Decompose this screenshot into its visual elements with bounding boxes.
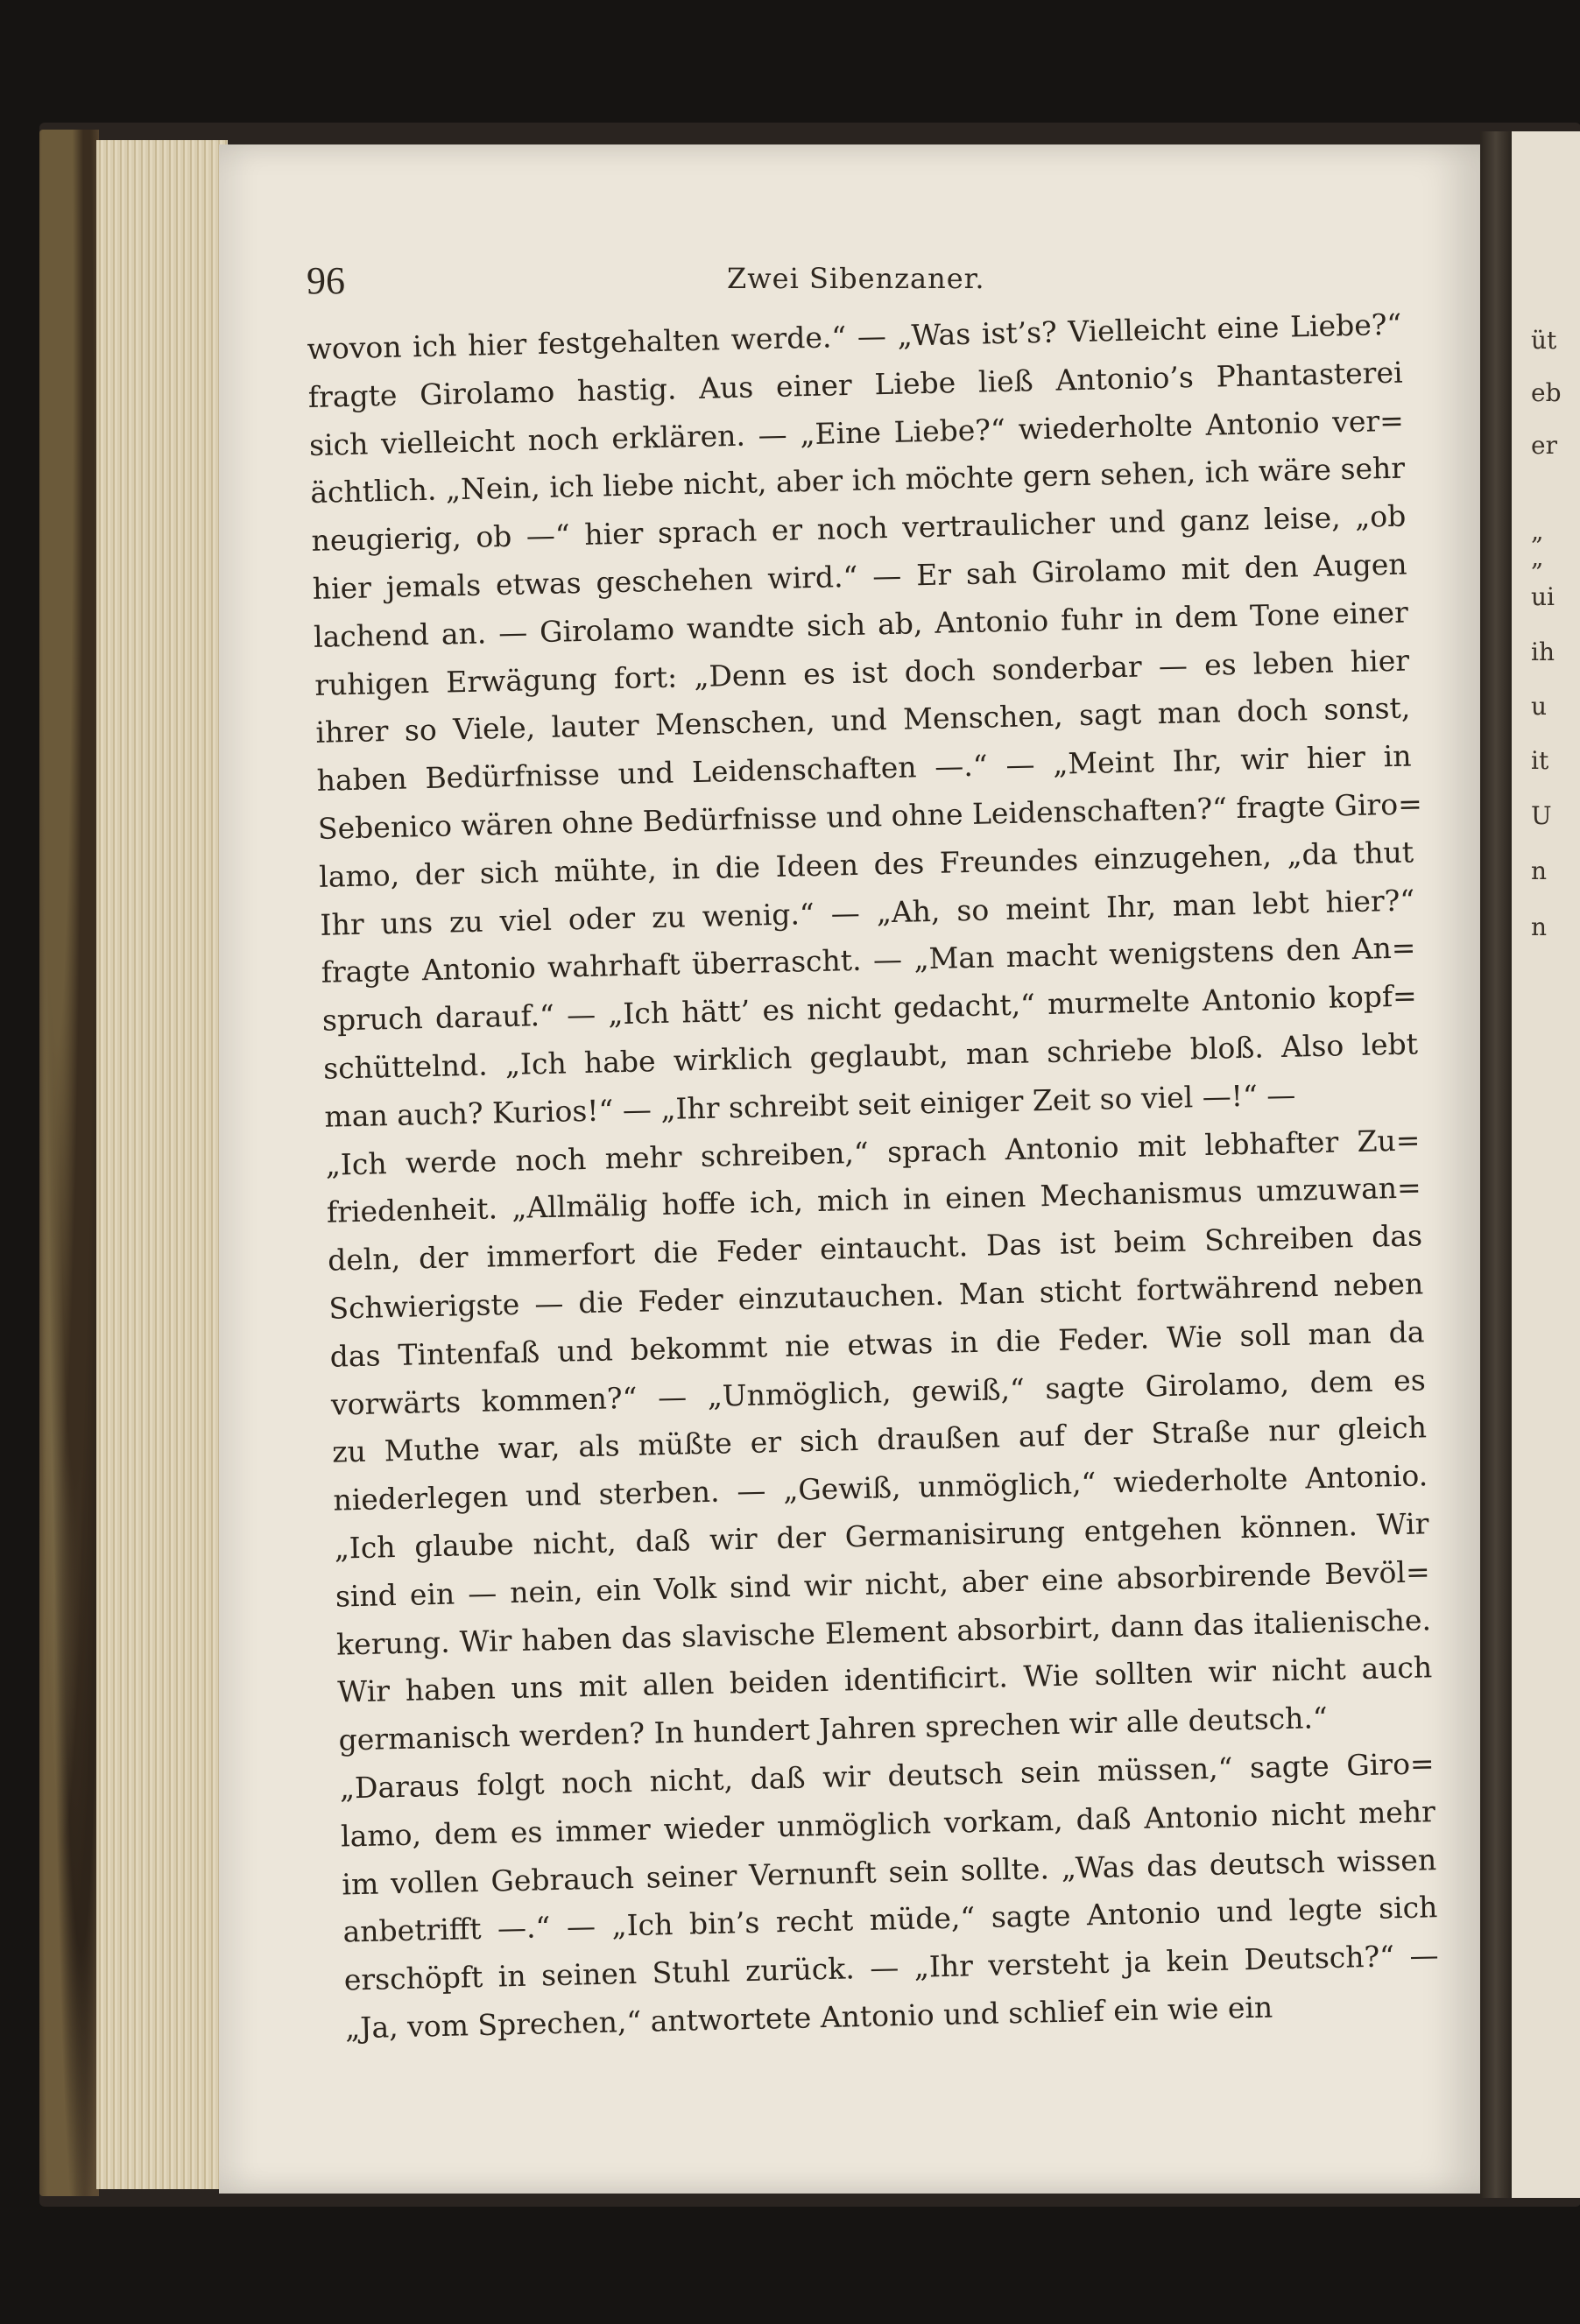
text-line: ihrer so Viele, lauter Menschen, und Menschen, sagt man doch sonst, [315, 690, 1411, 750]
facing-page-fragment: ih [1531, 637, 1555, 666]
running-title: Zwei Sibenzaner. [727, 262, 985, 295]
text-line: man auch? Kurios!“ — „Ihr schreibt seit einiger Zeit so viel —!“ — [324, 1077, 1296, 1134]
marbled-board-edge [39, 130, 99, 2196]
text-line: im vollen Gebrauch seiner Vernunft sein sollte. „Was das deutsch wissen [341, 1842, 1437, 1902]
facing-page-fragment: „ [1531, 517, 1544, 546]
text-line: Schwierigste — die Feder einzutauchen. Man sticht fortwährend neben [328, 1266, 1424, 1326]
text-line: friedenheit. „Allmälig hoffe ich, mich in einen Mechanismus umzuwan= [326, 1170, 1422, 1230]
page-number: 96 [307, 259, 345, 302]
text-line: Wir haben uns mit allen beiden identificirt. Wie sollten wir nicht auch [336, 1650, 1433, 1709]
text-line: fragte Girolamo hastig. Aus einer Liebe ließ Antonio’s Phantasterei [307, 355, 1403, 414]
text-line: fragte Antonio wahrhaft überrascht. — „Man macht wenigstens den An= [321, 930, 1416, 990]
text-line: „Daraus folgt noch nicht, daß wir deutsch sein müssen,“ sagte Giro= [339, 1746, 1435, 1806]
facing-page-fragment: n [1531, 912, 1548, 941]
facing-page-fragment: U [1531, 801, 1552, 830]
text-line: hier jemals etwas geschehen wird.“ — Er sah Girolamo mit den Augen [312, 546, 1407, 606]
text-line: kerung. Wir haben das slavische Element absorbirt, dann das italienische. [335, 1602, 1432, 1662]
text-line: ruhigen Erwägung fort: „Denn es ist doch sonderbar — es leben hier [314, 643, 1410, 702]
text-line: schüttelnd. „Ich habe wirklich geglaubt, man schriebe bloß. Also lebt [322, 1026, 1419, 1086]
text-line: lachend an. — Girolamo wandte sich ab, Antonio fuhr in dem Tone einer [313, 595, 1409, 654]
text-line: spruch darauf.“ — „Ich hätt’ es nicht gedacht,“ murmelte Antonio kopf= [321, 978, 1418, 1038]
facing-page-fragment: „ [1531, 543, 1544, 572]
text-line: niederlegen und sterben. — „Gewiß, unmöglich,“ wiederholte Antonio. [332, 1458, 1428, 1518]
text-line: germanisch werden? In hundert Jahren sprechen wir alle deutsch.“ [338, 1701, 1329, 1757]
text-line: deln, der immerfort die Feder eintaucht. Das ist beim Schreiben das [327, 1218, 1423, 1278]
text-line: anbetrifft —.“ — „Ich bin’s recht müde,“ sagte Antonio und legte sich [342, 1890, 1438, 1949]
text-line: „Ja, vom Sprechen,“ antwortete Antonio und schlief ein wie ein [344, 1989, 1273, 2046]
text-line: „Ich werde noch mehr schreiben,“ sprach Antonio mit lebhafter Zu= [325, 1122, 1421, 1182]
text-line: lamo, dem es immer wieder unmöglich vorkam, daß Antonio nicht mehr [340, 1793, 1436, 1854]
text-line: zu Muthe war, als müßte er sich draußen auf der Straße nur gleich [331, 1410, 1428, 1469]
page-header [307, 258, 1401, 311]
facing-page-fragment: ui [1531, 582, 1555, 611]
text-line: haben Bedürfnisse und Leidenschaften —.“ — „Meint Ihr, wir hier in [316, 738, 1412, 799]
facing-page-fragment: it [1531, 746, 1549, 775]
text-line: ächtlich. „Nein, ich liebe nicht, aber ich möchte gern sehen, ich wäre sehr [309, 450, 1406, 511]
facing-page-fragment: u [1531, 692, 1548, 721]
text-line: neugierig, ob —“ hier sprach er noch vertraulicher und ganz leise, „ob [311, 498, 1407, 559]
facing-page-fragment: üt [1531, 326, 1557, 355]
text-line: Ihr uns zu viel oder zu wenig.“ — „Ah, so meint Ihr, man lebt hier?“ [320, 883, 1415, 942]
text-line: sind ein — nein, ein Volk sind wir nicht, aber eine absorbirende Bevöl= [335, 1553, 1431, 1614]
text-line: erschöpft in seinen Stuhl zurück. — „Ihr versteht ja kein Deutsch?“ — [343, 1938, 1439, 1997]
facing-page-fragment: eb [1531, 378, 1562, 407]
facing-page-fragment: er [1531, 431, 1557, 460]
text-line: das Tintenfaß und bekommt nie etwas in die Feder. Wie soll man da [329, 1314, 1425, 1374]
facing-page-fragment: n [1531, 856, 1548, 885]
book-gutter [1480, 131, 1512, 2198]
text-line: sich vielleicht noch erklären. — „Eine Liebe?“ wiederholte Antonio ver= [308, 403, 1405, 462]
page-stack-edge [96, 140, 228, 2189]
text-line: Sebenico wären ohne Bedürfnisse und ohne Leidenschaften?“ fragte Giro= [317, 786, 1423, 846]
text-line: lamo, der sich mühte, in die Ideen des Freundes einzugehen, „da thut [318, 835, 1414, 894]
text-line: vorwärts kommen?“ — „Unmöglich, gewiß,“ sagte Girolamo, dem es [330, 1362, 1427, 1422]
body-text [307, 301, 1440, 2053]
facing-page-edge [1512, 131, 1580, 2198]
text-line: wovon ich hier festgehalten werde.“ — „Was ist’s? Vielleicht eine Liebe?“ [307, 306, 1402, 366]
text-line: „Ich glaube nicht, daß wir der Germanisirung entgehen können. Wir [334, 1506, 1429, 1566]
